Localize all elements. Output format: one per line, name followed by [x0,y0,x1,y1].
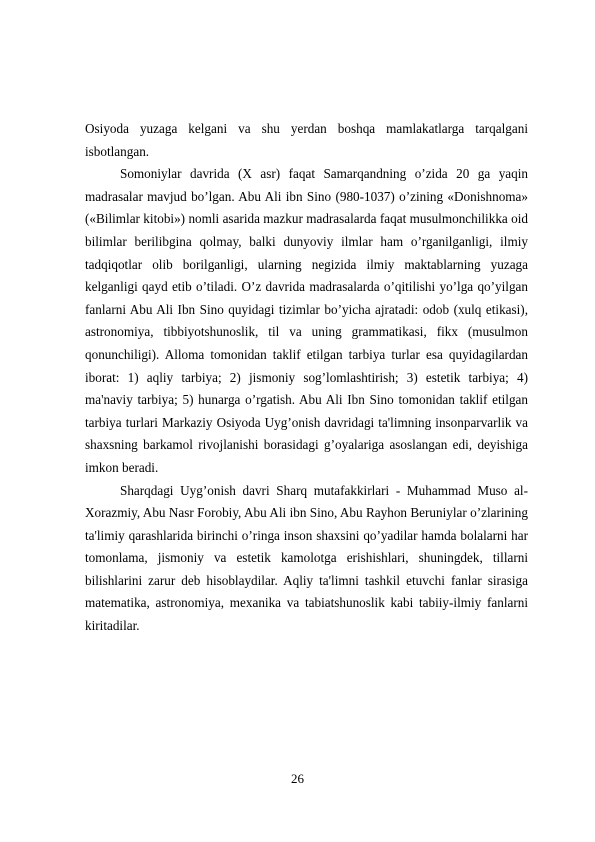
paragraph-continuation: Osiyoda yuzaga kelgani va shu yerdan boshqa mamlakatlarga tarqalgani isbotlangan. [85,121,528,159]
paragraph-sharqdagi: Sharqdagi Uyg’onish davri Sharq mutafakkirlari - Muhammad Muso al-Xorazmiy, Abu Nasr Forobiy, Abu Ali ibn Sino, Abu Rayhon Beruniylar o’zlarining ta'limiy qarashlarida birinchi o’ringa inson shaxsini qo’yadilar hamda bolalarni har tomonlama, jismoniy va estetik kamolotga erishishlari, shuningdek, tillarni bilishlarini zarur deb hisoblaydilar. Aqliy ta'limni tashkil etuvchi fanlar sirasiga matematika, astronomiya, mexanika va tabiatshunoslik kabi tabiiy-ilmiy fanlarni kiritadilar. [85,482,528,634]
page-number: 26 [291,771,304,786]
body-text [85,118,528,638]
paragraph-somoniylar: Somoniylar davrida (X asr) faqat Samarqandning o’zida 20 ga yaqin madrasalar mavjud bo’lgan. Abu Ali ibn Sino (980-1037) o’zining «Donishnoma» («Bilimlar kitobi») nomli asarida mazkur madrasalarda faqat musulmonchilikka oid bilimlar berilibgina qolmay, balki dunyoviy ilmlar ham o’rganilganligi, ilmiy tadqiqotlar olib borilganligi, ularning negizida ilmiy maktablarning yuzaga kelganligi qayd etib o’tiladi. O’z davrida madrasalarda o’qitilishi yo’lga qo’yilgan fanlarni Abu Ali Ibn Sino quyidagi tizimlar bo’yicha ajratadi: odob (xulq etikasi), astronomiya, tibbiyotshunoslik, til va uning grammatikasi, fikx (musulmon qonunchiligi). Alloma tomonidan taklif etilgan tarbiya turlar esa quyidagilardan iborat: 1) aqliy tarbiya; 2) jismoniy sog’lomlashtirish; 3) estetik tarbiya; 4) ma'naviy tarbiya; 5) hunarga o’rgatish. Abu Ali Ibn Sino tomonidan taklif etilgan tarbiya turlari Markaziy Osiyoda Uyg’onish davridagi ta'limning insonparvarlik va shaxsning barkamol rivojlanishi borasidagi g’oyalariga asoslangan edi, deyishiga imkon beradi. [85,166,528,475]
